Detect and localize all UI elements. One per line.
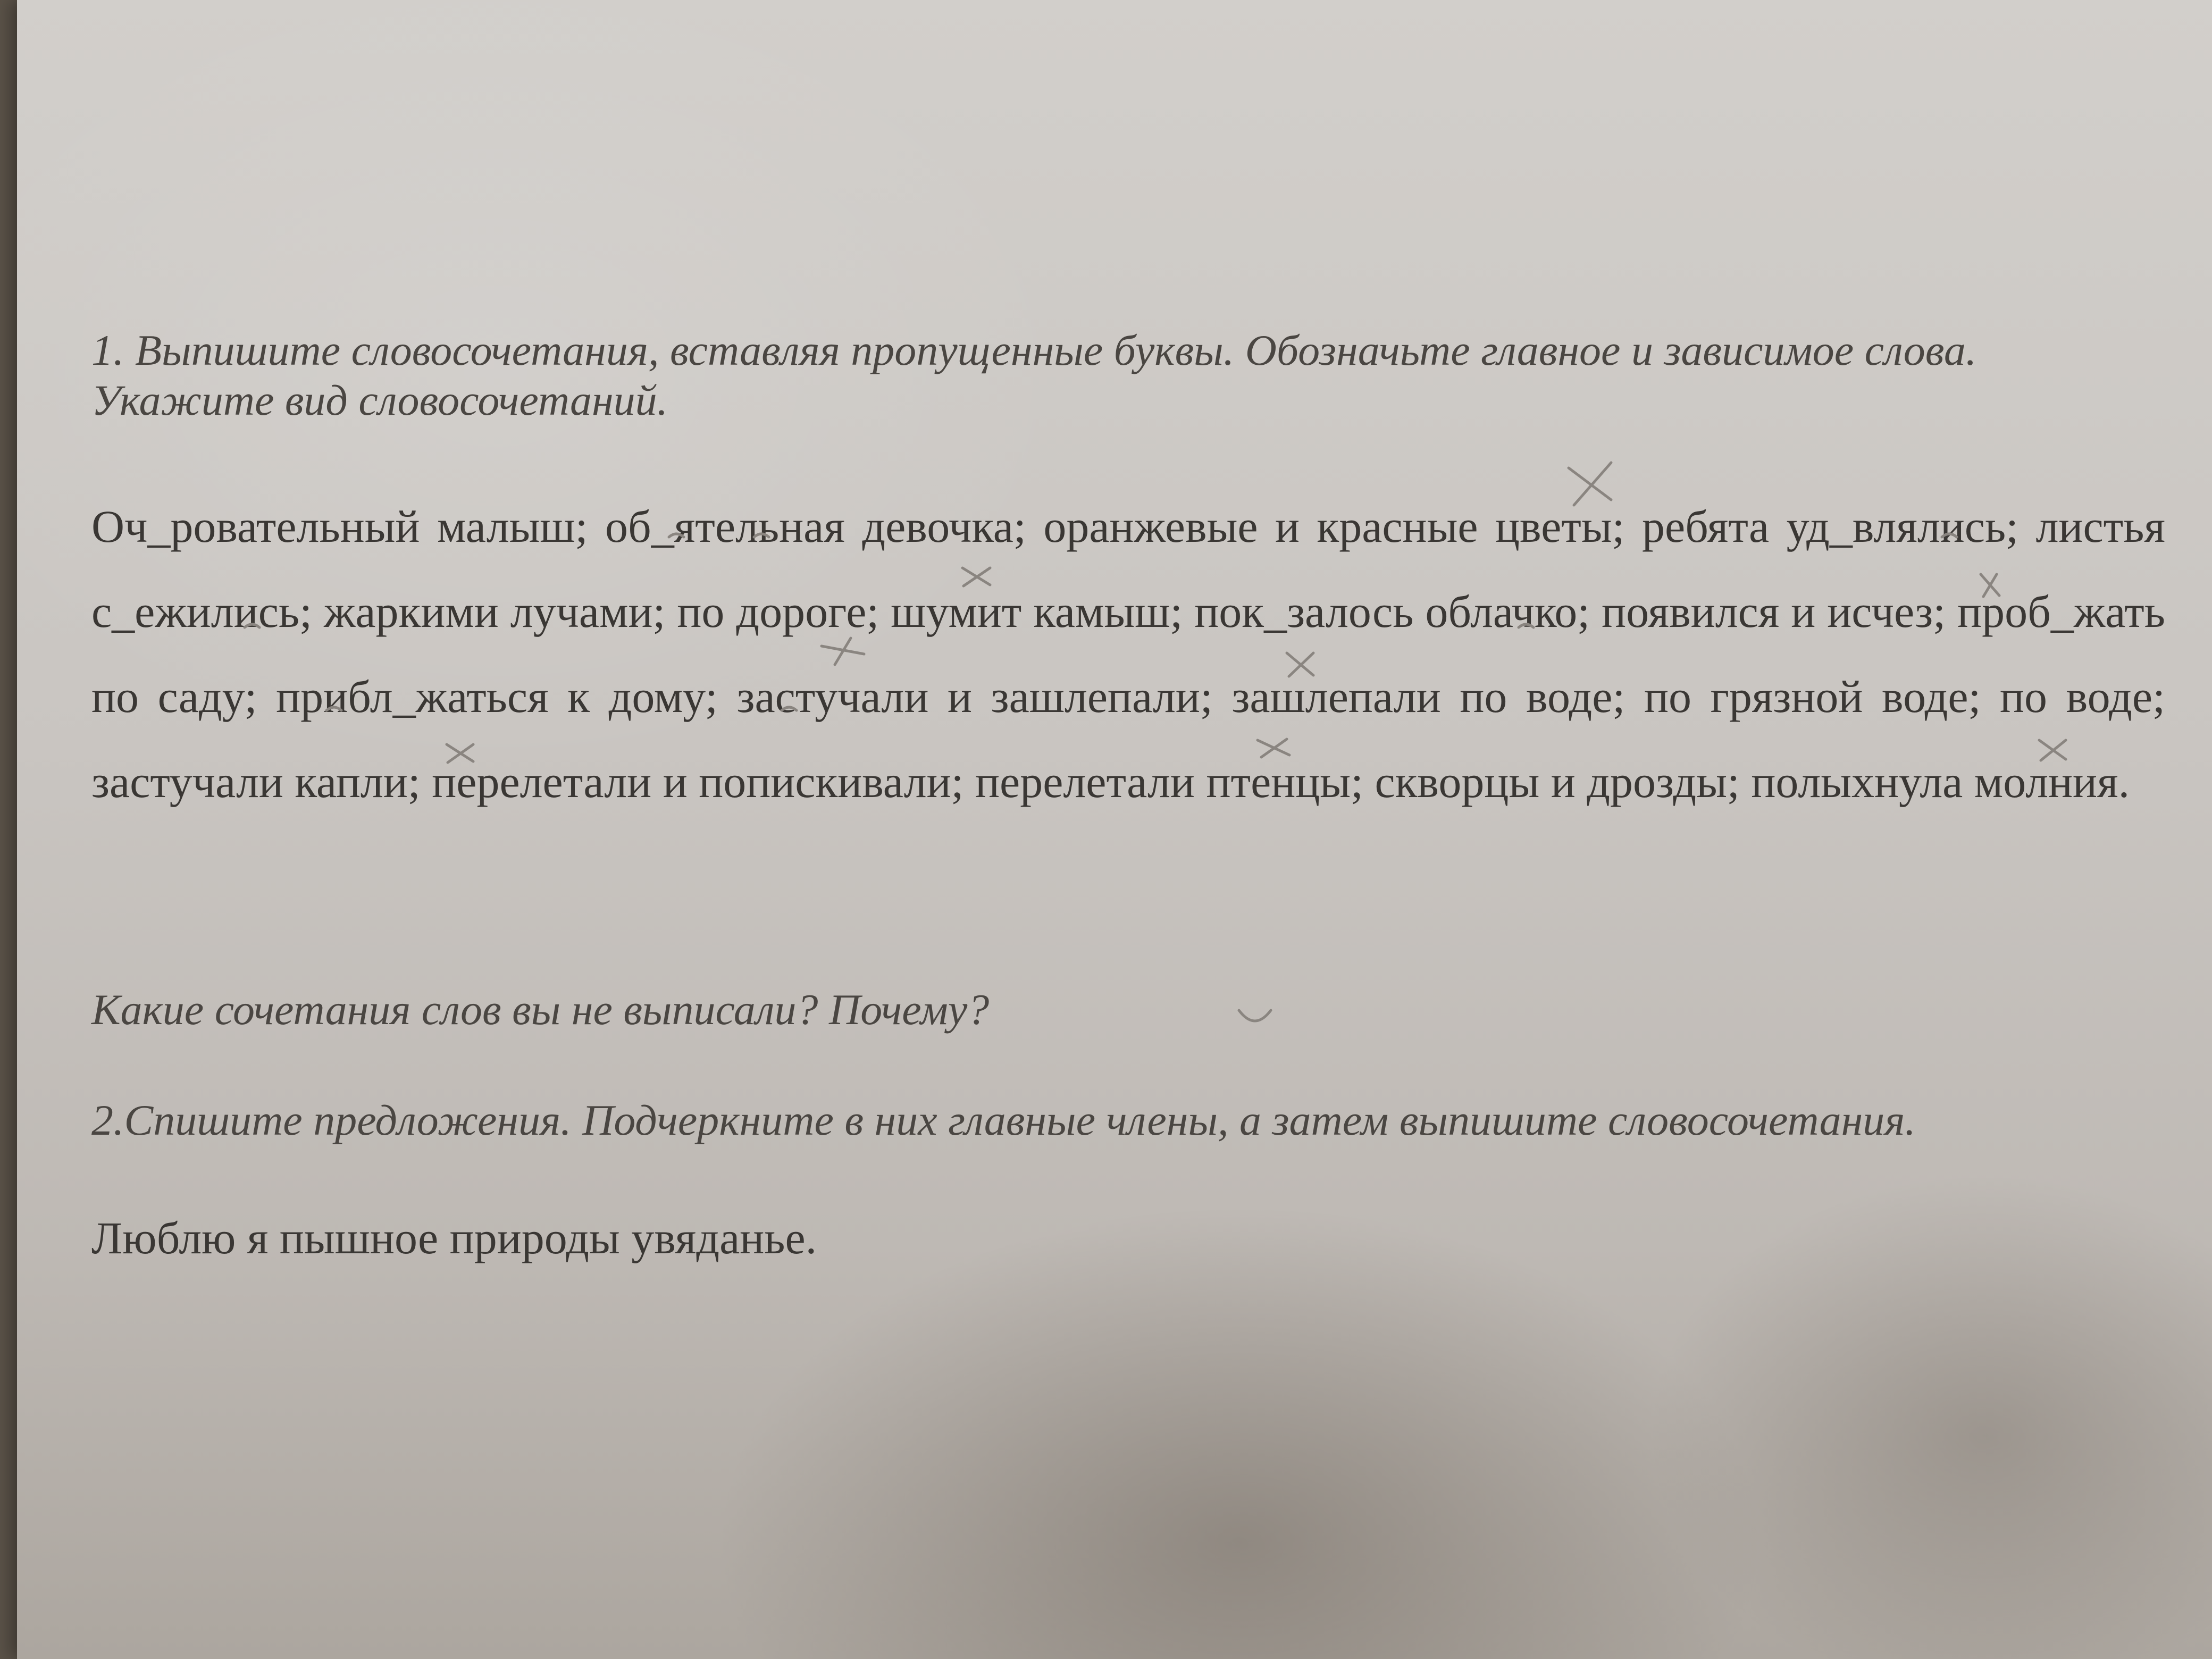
- task1-word-list: Оч_ровательный малыш; об_ятельная девочка; оранжевые и красные цветы; ребята уд_влялись; листья с_ежились; жаркими лучами; по дороге; шумит камыш; пок_залось облачко; появился и исчез; проб_жать по саду; прибл_жаться к дому; застучали и зашлепали; зашлепали по воде; по грязной воде; по воде; застучали капли; перелетали и попискивали; перелетали птенцы; скворцы и дрозды; полыхнула молния.: [91, 501, 2165, 807]
- task1-question: Какие сочетания слов вы не выписали? Почему?: [91, 985, 990, 1034]
- task2-heading: 2.Спишите предложения. Подчеркните в них главные члены, а затем выпишите словосочетания.: [91, 1096, 1916, 1144]
- paper-sheet: [17, 0, 2212, 1659]
- task2-sentence: Люблю я пышное природы увяданье.: [91, 1212, 817, 1263]
- task1-heading: 1. Выпишите словосочетания, вставляя пропущенные буквы. Обозначьте главное и зависимое слова. Укажите вид словосочетаний.: [91, 326, 1977, 424]
